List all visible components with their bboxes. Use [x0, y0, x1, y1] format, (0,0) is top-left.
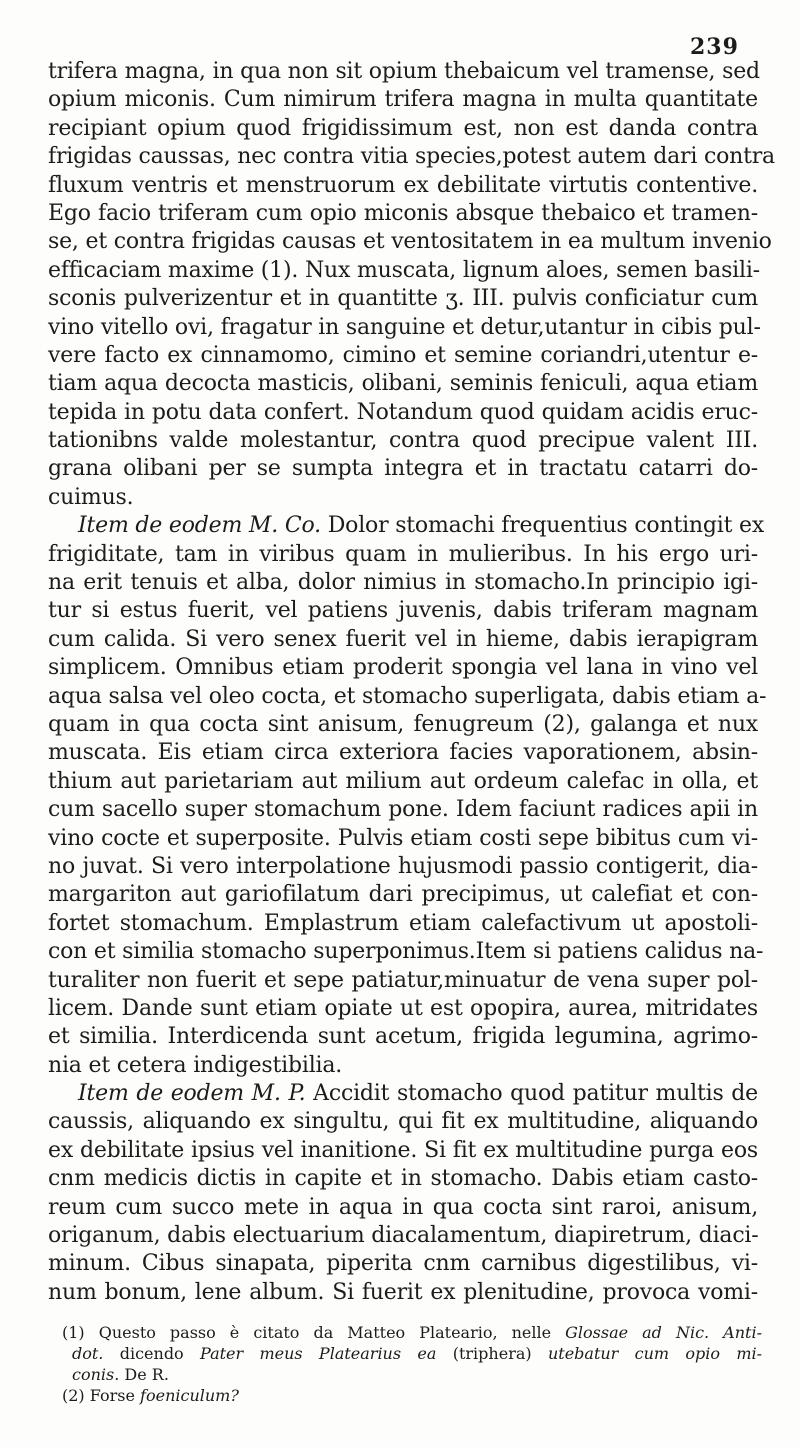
- footnote-1: [62, 1322, 762, 1343]
- text-line: fluxum ventris et menstruorum ex debilitate virtutis contentive.: [48, 172, 758, 198]
- text-line: cum sacello super stomachum pone. Idem faciunt radices apii in: [48, 797, 758, 823]
- text-line: frigiditate, tam in viribus quam in mulieribus. In his ergo uri-: [48, 541, 758, 567]
- text-line: caussis, aliquando ex singultu, qui fit ex multitudine, aliquando: [48, 1109, 758, 1135]
- text-line: ex debilitate ipsius vel inanitione. Si fit ex multitudine purga eos: [48, 1137, 758, 1163]
- footnote-quote: conis.: [72, 1365, 120, 1384]
- text-line: fortet stomachum. Emplastrum etiam calefactivum ut apostoli-: [48, 910, 758, 936]
- text-line: se, et contra frigidas causas et ventositatem in ea multum invenio: [48, 229, 772, 255]
- footnote-text: Questo passo è citato da Matteo Plateario, nelle: [98, 1323, 552, 1342]
- footnote-text: dicendo: [119, 1344, 184, 1363]
- text-run: Dolor stomachi frequentius contingit ex: [327, 513, 765, 539]
- text-line: tepida in potu data confert. Notandum quod quidam acidis eruc-: [48, 399, 758, 425]
- text-line: turaliter non fuerit et sepe patiatur,minuatur de vena super pol-: [48, 967, 758, 993]
- footnote-quote: utebatur cum opio mi-: [547, 1344, 763, 1363]
- text-line: minum. Cibus sinapata, piperita cnm carnibus digestilibus, vi-: [48, 1251, 758, 1277]
- text-line: cuimus.: [48, 484, 134, 510]
- text-line: simplicem. Omnibus etiam proderit spongia vel lana in vino vel: [48, 655, 758, 681]
- text-line: num bonum, lene album. Si fuerit ex plenitudine, provoca vomi-: [48, 1279, 758, 1305]
- paragraph-heading: Item de eodem M. Co.: [78, 513, 321, 539]
- text-line: thium aut parietariam aut milium aut ordeum calefac in olla, et: [48, 768, 758, 794]
- text-line: tiam aqua decocta masticis, olibani, seminis feniculi, aqua etiam: [48, 371, 758, 397]
- text-line: sconis pulverizentur et in quantitte ʒ. III. pulvis conficiatur cum: [48, 286, 758, 312]
- text-line: opium miconis. Cum nimirum trifera magna in multa quantitate: [48, 87, 758, 113]
- text-line: reum cum succo mete in aqua in qua cocta sint raroi, anisum,: [48, 1194, 758, 1220]
- text-line: con et similia stomacho superponimus.Item si patiens calidus na-: [48, 939, 764, 965]
- footnote-abbrev: dot.: [72, 1344, 104, 1363]
- main-text: [48, 58, 775, 1307]
- text-line: vino vitello ovi, fragatur in sanguine et detur,utantur in cibis pul-: [48, 314, 761, 340]
- text-line: na erit tenuis et alba, dolor nimius in stomacho.In principio igi-: [48, 570, 758, 596]
- footnote-title: Glossae ad Nic. Anti-: [565, 1323, 762, 1342]
- text-line: grana olibani per se sumpta integra et in tractatu catarri do-: [48, 456, 758, 482]
- text-line: et similia. Interdicenda sunt acetum, frigida legumina, agrimo-: [48, 1024, 758, 1050]
- footnote-1-end: [62, 1364, 762, 1385]
- text-line: tationibns valde molestantur, contra quod precipue valent III.: [48, 428, 758, 454]
- text-line: frigidas caussas, nec contra vitia species,potest autem dari contra: [48, 144, 775, 170]
- paragraph-heading-line: [48, 512, 765, 540]
- text-line: aqua salsa vel oleo cocta, et stomacho superligata, dabis etiam a-: [48, 683, 767, 709]
- text-line: no juvat. Si vero interpolatione hujusmodi passio contigerit, dia-: [48, 853, 758, 879]
- text-line: tur si estus fuerit, vel patiens juvenis, dabis triferam magnam: [48, 598, 758, 624]
- page-number: 239: [690, 34, 739, 60]
- text-line: vere facto ex cinnamomo, cimino et semine coriandri,utentur e-: [48, 342, 758, 368]
- footnotes: [62, 1322, 762, 1406]
- text-line: vino cocte et superposite. Pulvis etiam costi sepe bibitus cum vi-: [48, 825, 758, 851]
- text-line: cnm medicis dictis in capite et in stomacho. Dabis etiam casto-: [48, 1166, 758, 1192]
- footnote-1-cont: [62, 1343, 762, 1364]
- paragraph-heading: Item de eodem M. P.: [78, 1081, 306, 1107]
- text-line: quam in qua cocta sint anisum, fenugreum (2), galanga et nux: [48, 711, 758, 737]
- footnote-2: [62, 1385, 762, 1406]
- text-run: Accidit stomacho quod patitur multis de: [313, 1081, 758, 1107]
- text-line: margariton aut gariofilatum dari precipimus, ut calefiat et con-: [48, 882, 758, 908]
- text-line: cum calida. Si vero senex fuerit vel in hieme, dabis ierapigram: [48, 626, 758, 652]
- footnote-term: foeniculum?: [140, 1386, 239, 1405]
- footnote-text: Forse: [89, 1386, 135, 1405]
- text-line: origanum, dabis electuarium diacalamentum, diapiretrum, diaci-: [48, 1223, 759, 1249]
- footnote-marker: (1): [62, 1323, 85, 1342]
- text-line: muscata. Eis etiam circa exteriora facies vaporationem, absin-: [48, 740, 758, 766]
- text-line: Ego facio triferam cum opio miconis absque thebaico et tramen-: [48, 200, 758, 226]
- text-line: efficaciam maxime (1). Nux muscata, lignum aloes, semen basili-: [48, 257, 760, 283]
- footnote-signature: De R.: [124, 1365, 169, 1384]
- paragraph-heading-line: [48, 1080, 758, 1108]
- text-line: nia et cetera indigestibilia.: [48, 1052, 343, 1078]
- text-line: licem. Dande sunt etiam opiate ut est opopira, aurea, mitridates: [48, 995, 758, 1021]
- footnote-marker: (2): [62, 1386, 85, 1405]
- footnote-text: (triphera): [452, 1344, 532, 1363]
- text-line: recipiant opium quod frigidissimum est, non est danda contra: [48, 115, 758, 141]
- text-line: trifera magna, in qua non sit opium thebaicum vel tramense, sed: [48, 59, 760, 84]
- footnote-quote: Pater meus Platearius ea: [200, 1344, 437, 1363]
